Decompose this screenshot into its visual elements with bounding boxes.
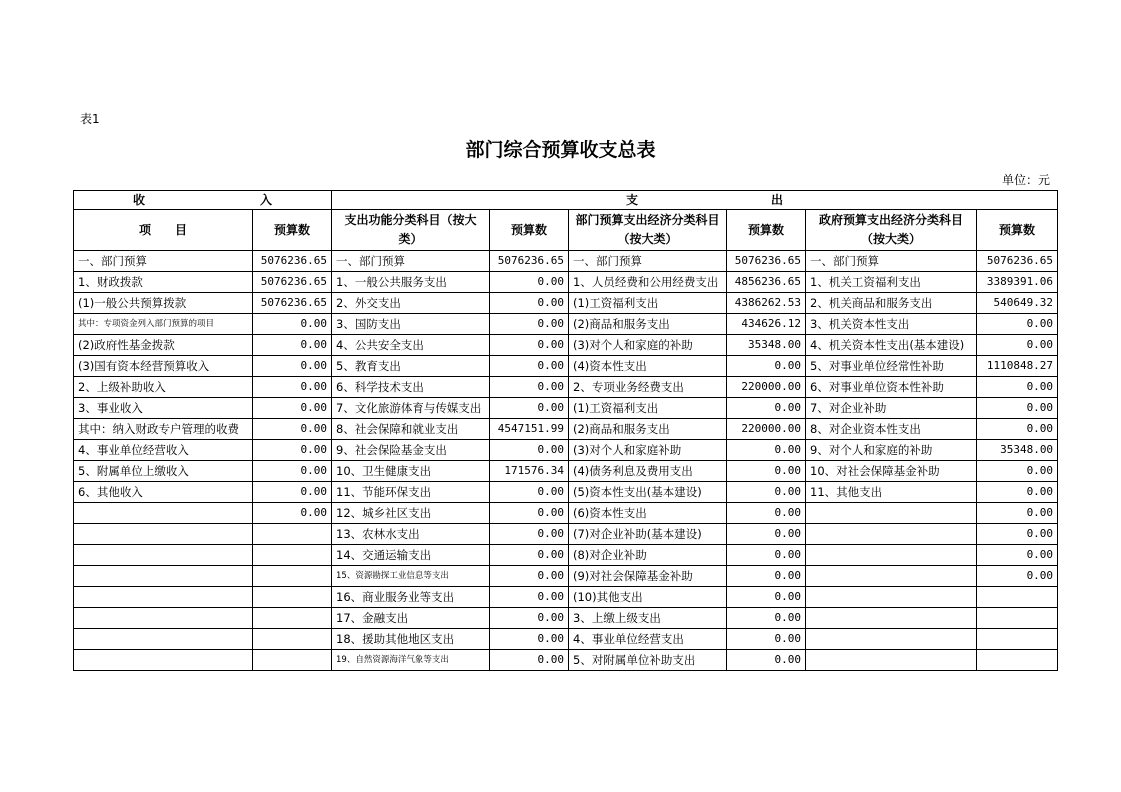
budget-amount-cell: 0.00	[490, 293, 569, 314]
item-label-cell: 7、文化旅游体育与传媒支出	[332, 398, 490, 419]
table-row	[74, 608, 1058, 629]
budget-amount-cell: 0.00	[253, 335, 332, 356]
budget-amount-cell: 0.00	[977, 482, 1058, 503]
item-label-cell: 一、部门预算	[332, 251, 490, 272]
item-label-cell: 4、公共安全支出	[332, 335, 490, 356]
item-label-cell: 17、金融支出	[332, 608, 490, 629]
item-label-cell: 1、一般公共服务支出	[332, 272, 490, 293]
budget-amount-cell: 0.00	[253, 377, 332, 398]
col-func-header: 支出功能分类科目（按大类）	[332, 210, 490, 251]
budget-amount-cell: 0.00	[253, 482, 332, 503]
item-label-cell	[74, 608, 253, 629]
item-label-cell: 12、城乡社区支出	[332, 503, 490, 524]
item-label-cell: 3、机关资本性支出	[806, 314, 977, 335]
budget-amount-cell: 4856236.65	[727, 272, 806, 293]
budget-amount-cell: 0.00	[977, 398, 1058, 419]
item-label-cell	[74, 650, 253, 671]
budget-amount-cell	[253, 566, 332, 587]
budget-amount-cell: 0.00	[490, 482, 569, 503]
item-label-cell: 2、外交支出	[332, 293, 490, 314]
expense-header	[332, 191, 1058, 210]
budget-amount-cell: 0.00	[727, 398, 806, 419]
budget-amount-cell: 0.00	[490, 398, 569, 419]
table-row	[74, 356, 1058, 377]
budget-amount-cell: 0.00	[727, 461, 806, 482]
item-label-cell: 3、上缴上级支出	[569, 608, 727, 629]
budget-amount-cell	[977, 608, 1058, 629]
budget-amount-cell: 0.00	[977, 503, 1058, 524]
item-label-cell: (7)对企业补助(基本建设)	[569, 524, 727, 545]
budget-amount-cell: 5076236.65	[490, 251, 569, 272]
item-label-cell: 6、对事业单位资本性补助	[806, 377, 977, 398]
budget-amount-cell: 0.00	[490, 629, 569, 650]
budget-amount-cell: 0.00	[490, 650, 569, 671]
budget-amount-cell	[253, 545, 332, 566]
item-label-cell: 14、交通运输支出	[332, 545, 490, 566]
table-row	[74, 377, 1058, 398]
item-label-cell: (2)商品和服务支出	[569, 419, 727, 440]
budget-amount-cell: 0.00	[253, 356, 332, 377]
item-label-cell: 10、卫生健康支出	[332, 461, 490, 482]
item-label-cell: (5)资本性支出(基本建设)	[569, 482, 727, 503]
item-label-cell: 一、部门预算	[569, 251, 727, 272]
page-title: 部门综合预算收支总表	[465, 139, 656, 161]
budget-amount-cell: 0.00	[490, 377, 569, 398]
budget-amount-cell: 5076236.65	[727, 251, 806, 272]
item-label-cell: 2、专项业务经费支出	[569, 377, 727, 398]
budget-amount-cell: 0.00	[727, 629, 806, 650]
budget-amount-cell: 0.00	[977, 545, 1058, 566]
item-label-cell: 7、对企业补助	[806, 398, 977, 419]
budget-amount-cell: 434626.12	[727, 314, 806, 335]
budget-amount-cell: 0.00	[727, 524, 806, 545]
budget-amount-cell: 0.00	[727, 503, 806, 524]
budget-amount-cell: 0.00	[490, 545, 569, 566]
item-label-cell: 11、节能环保支出	[332, 482, 490, 503]
budget-amount-cell: 0.00	[727, 587, 806, 608]
budget-amount-cell: 5076236.65	[977, 251, 1058, 272]
col-budget-header-2: 预算数	[490, 210, 569, 251]
table-row	[74, 314, 1058, 335]
budget-amount-cell: 0.00	[490, 587, 569, 608]
table-row	[74, 566, 1058, 587]
item-label-cell: 8、社会保障和就业支出	[332, 419, 490, 440]
item-label-cell: (8)对企业补助	[569, 545, 727, 566]
item-label-cell: (2)商品和服务支出	[569, 314, 727, 335]
budget-amount-cell	[253, 524, 332, 545]
item-label-cell: 2、上级补助收入	[74, 377, 253, 398]
budget-amount-cell: 0.00	[727, 566, 806, 587]
budget-amount-cell: 540649.32	[977, 293, 1058, 314]
item-label-cell: 5、对事业单位经常性补助	[806, 356, 977, 377]
table-row	[74, 335, 1058, 356]
col-budget-header-3: 预算数	[727, 210, 806, 251]
income-header-char-2: 入	[259, 193, 272, 207]
col-budget-header-1: 预算数	[253, 210, 332, 251]
budget-amount-cell: 0.00	[253, 503, 332, 524]
item-label-cell: (3)国有资本经营预算收入	[74, 356, 253, 377]
expense-header-char-2: 出	[771, 193, 784, 207]
item-label-cell	[74, 629, 253, 650]
budget-amount-cell: 0.00	[727, 356, 806, 377]
item-label-cell: 19、自然资源海洋气象等支出	[332, 650, 490, 671]
budget-amount-cell: 35348.00	[977, 440, 1058, 461]
table-row	[74, 650, 1058, 671]
item-label-cell: (9)对社会保障基金补助	[569, 566, 727, 587]
item-label-cell: (2)政府性基金拨款	[74, 335, 253, 356]
item-label-cell: 3、国防支出	[332, 314, 490, 335]
budget-amount-cell: 220000.00	[727, 419, 806, 440]
item-label-cell: 2、机关商品和服务支出	[806, 293, 977, 314]
item-label-cell: 8、对企业资本性支出	[806, 419, 977, 440]
budget-amount-cell: 0.00	[253, 419, 332, 440]
item-label-cell: (3)对个人和家庭的补助	[569, 335, 727, 356]
budget-amount-cell: 0.00	[977, 419, 1058, 440]
budget-amount-cell: 0.00	[490, 608, 569, 629]
col-budget-header-4: 预算数	[977, 210, 1058, 251]
budget-amount-cell: 5076236.65	[253, 272, 332, 293]
budget-amount-cell: 0.00	[490, 440, 569, 461]
item-label-cell: 11、其他支出	[806, 482, 977, 503]
budget-amount-cell	[977, 650, 1058, 671]
item-label-cell	[806, 629, 977, 650]
table-row	[74, 272, 1058, 293]
budget-table	[73, 190, 1058, 671]
item-label-cell: 1、人员经费和公用经费支出	[569, 272, 727, 293]
budget-amount-cell: 4386262.53	[727, 293, 806, 314]
col-gov-econ-header: 政府预算支出经济分类科目（按大类）	[806, 210, 977, 251]
budget-amount-cell	[253, 608, 332, 629]
item-label-cell: (1)工资福利支出	[569, 293, 727, 314]
item-label-cell	[806, 608, 977, 629]
budget-amount-cell: 0.00	[253, 440, 332, 461]
item-label-cell	[806, 545, 977, 566]
item-label-cell: (4)债务利息及费用支出	[569, 461, 727, 482]
budget-amount-cell: 35348.00	[727, 335, 806, 356]
expense-header-char-1: 支	[626, 193, 639, 207]
item-label-cell: 1、机关工资福利支出	[806, 272, 977, 293]
item-label-cell: 16、商业服务业等支出	[332, 587, 490, 608]
table-row	[74, 293, 1058, 314]
budget-amount-cell: 0.00	[977, 461, 1058, 482]
item-label-cell: 4、事业单位经营支出	[569, 629, 727, 650]
budget-amount-cell: 0.00	[727, 482, 806, 503]
item-label-cell: 18、援助其他地区支出	[332, 629, 490, 650]
item-label-cell	[806, 587, 977, 608]
item-label-cell: (10)其他支出	[569, 587, 727, 608]
table-row	[74, 440, 1058, 461]
budget-amount-cell: 0.00	[490, 335, 569, 356]
item-label-cell: 6、其他收入	[74, 482, 253, 503]
income-header-char-1: 收	[133, 193, 146, 207]
item-label-cell: 13、农林水支出	[332, 524, 490, 545]
item-label-cell	[74, 503, 253, 524]
budget-amount-cell: 0.00	[490, 566, 569, 587]
item-label-cell: 3、事业收入	[74, 398, 253, 419]
budget-amount-cell	[253, 650, 332, 671]
budget-amount-cell: 0.00	[253, 461, 332, 482]
budget-amount-cell: 0.00	[977, 314, 1058, 335]
budget-amount-cell: 0.00	[253, 398, 332, 419]
item-label-cell: 9、社会保险基金支出	[332, 440, 490, 461]
budget-amount-cell	[253, 587, 332, 608]
table-row	[74, 461, 1058, 482]
item-label-cell	[74, 524, 253, 545]
unit-label: 单位：元	[1001, 173, 1050, 187]
budget-amount-cell: 171576.34	[490, 461, 569, 482]
budget-amount-cell: 0.00	[977, 566, 1058, 587]
table-row	[74, 419, 1058, 440]
budget-amount-cell: 5076236.65	[253, 251, 332, 272]
col-dept-econ-header: 部门预算支出经济分类科目（按大类）	[569, 210, 727, 251]
income-header	[74, 191, 332, 210]
budget-amount-cell: 0.00	[977, 524, 1058, 545]
item-label-cell: 4、机关资本性支出(基本建设)	[806, 335, 977, 356]
budget-amount-cell	[253, 629, 332, 650]
item-label-cell	[806, 566, 977, 587]
table-row	[74, 587, 1058, 608]
budget-amount-cell: 0.00	[727, 608, 806, 629]
budget-amount-cell	[977, 587, 1058, 608]
table-row	[74, 629, 1058, 650]
budget-amount-cell: 220000.00	[727, 377, 806, 398]
budget-amount-cell: 4547151.99	[490, 419, 569, 440]
col-item-header: 项 目	[74, 210, 253, 251]
item-label-cell: (4)资本性支出	[569, 356, 727, 377]
item-label-cell: 6、科学技术支出	[332, 377, 490, 398]
budget-amount-cell: 3389391.06	[977, 272, 1058, 293]
item-label-cell: (1)一般公共预算拨款	[74, 293, 253, 314]
table-body	[74, 251, 1058, 671]
item-label-cell: 1、财政拨款	[74, 272, 253, 293]
item-label-cell: 5、附属单位上缴收入	[74, 461, 253, 482]
budget-amount-cell: 1110848.27	[977, 356, 1058, 377]
budget-amount-cell: 0.00	[490, 524, 569, 545]
table-row	[74, 398, 1058, 419]
table-row	[74, 251, 1058, 272]
budget-amount-cell: 0.00	[727, 440, 806, 461]
item-label-cell: (1)工资福利支出	[569, 398, 727, 419]
table-label: 表1	[80, 112, 100, 126]
item-label-cell	[74, 566, 253, 587]
item-label-cell: 其中：专项资金列入部门预算的项目	[74, 314, 253, 335]
item-label-cell	[806, 524, 977, 545]
table-row	[74, 524, 1058, 545]
budget-amount-cell: 5076236.65	[253, 293, 332, 314]
budget-amount-cell: 0.00	[977, 335, 1058, 356]
item-label-cell: (6)资本性支出	[569, 503, 727, 524]
item-label-cell	[806, 650, 977, 671]
budget-amount-cell: 0.00	[727, 650, 806, 671]
item-label-cell: 5、对附属单位补助支出	[569, 650, 727, 671]
table-row	[74, 545, 1058, 566]
table-row	[74, 482, 1058, 503]
item-label-cell: 4、事业单位经营收入	[74, 440, 253, 461]
item-label-cell	[74, 587, 253, 608]
item-label-cell: 15、资源勘探工业信息等支出	[332, 566, 490, 587]
budget-amount-cell	[977, 629, 1058, 650]
item-label-cell: 其中：纳入财政专户管理的收费	[74, 419, 253, 440]
item-label-cell: 一、部门预算	[806, 251, 977, 272]
budget-amount-cell: 0.00	[490, 503, 569, 524]
item-label-cell	[74, 545, 253, 566]
item-label-cell: 10、对社会保障基金补助	[806, 461, 977, 482]
budget-amount-cell: 0.00	[253, 314, 332, 335]
item-label-cell: 5、教育支出	[332, 356, 490, 377]
item-label-cell: 一、部门预算	[74, 251, 253, 272]
budget-amount-cell: 0.00	[490, 314, 569, 335]
budget-amount-cell: 0.00	[727, 545, 806, 566]
budget-amount-cell: 0.00	[977, 377, 1058, 398]
budget-amount-cell: 0.00	[490, 272, 569, 293]
item-label-cell: 9、对个人和家庭的补助	[806, 440, 977, 461]
table-row	[74, 503, 1058, 524]
budget-amount-cell: 0.00	[490, 356, 569, 377]
item-label-cell: (3)对个人和家庭补助	[569, 440, 727, 461]
item-label-cell	[806, 503, 977, 524]
